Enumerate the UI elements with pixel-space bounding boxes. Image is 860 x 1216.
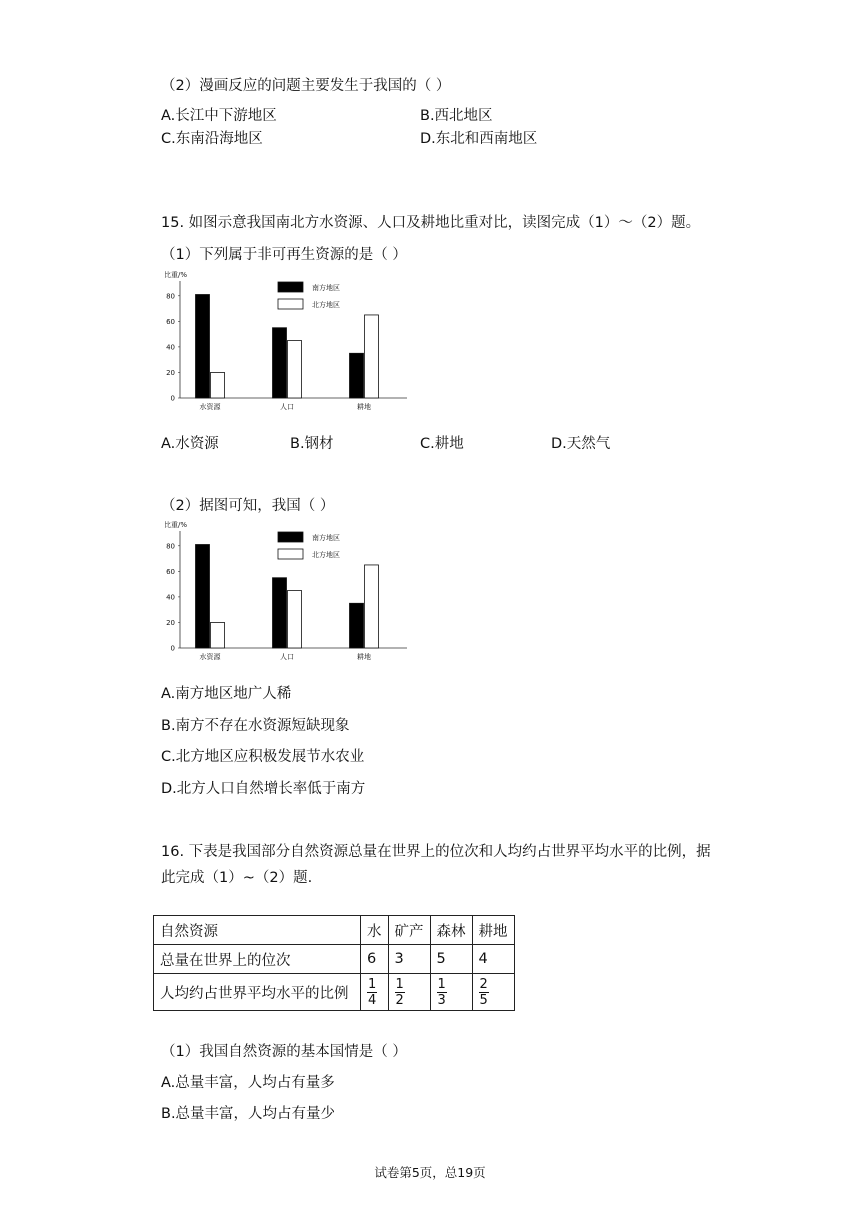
bar-chart-2-svg — [160, 518, 420, 668]
legend-swatch — [278, 549, 303, 559]
bar-south — [273, 328, 287, 398]
fraction — [479, 977, 489, 1008]
table-header-cell: 耕地 — [472, 916, 514, 945]
table-header-cell: 自然资源 — [154, 916, 361, 945]
resource-table — [153, 915, 515, 1011]
legend-swatch — [278, 532, 303, 542]
table-cell — [472, 974, 514, 1011]
q15-sub1-option-a: A.水资源 — [161, 436, 219, 452]
legend-label: 南方地区 — [312, 284, 340, 292]
table-row — [154, 945, 515, 974]
table-cell — [430, 974, 472, 1011]
q16-sub1-stem: （1）我国自然资源的基本国情是（ ） — [161, 1044, 407, 1060]
x-category-label: 水资源 — [199, 403, 221, 411]
table-cell: 4 — [472, 945, 514, 974]
y-tick-label: 60 — [166, 317, 175, 326]
y-tick-label: 0 — [170, 644, 175, 653]
bar-chart-1-svg — [160, 268, 420, 418]
bar-north — [365, 315, 379, 398]
fraction-numerator: 1 — [437, 976, 446, 992]
q15-sub1-option-c: C.耕地 — [420, 436, 464, 452]
bar-north — [288, 341, 302, 399]
fraction-denominator: 4 — [368, 992, 377, 1008]
q14-option-d: D.东北和西南地区 — [420, 131, 538, 147]
fraction — [437, 977, 447, 1008]
x-category-label: 水资源 — [199, 653, 221, 661]
legend-label: 北方地区 — [312, 301, 340, 309]
y-tick-label: 40 — [166, 343, 175, 352]
x-category-label: 耕地 — [357, 403, 371, 411]
table-row-label: 总量在世界上的位次 — [154, 945, 361, 974]
bar-chart-1 — [160, 268, 420, 418]
y-tick-label: 80 — [166, 292, 175, 301]
bar-south — [196, 545, 210, 649]
q15-sub2-option-d: D.北方人口自然增长率低于南方 — [161, 781, 366, 797]
bar-north — [211, 622, 225, 648]
fraction-numerator: 1 — [395, 976, 404, 992]
legend-label: 南方地区 — [312, 534, 340, 542]
q14-option-a: A.长江中下游地区 — [161, 108, 277, 124]
bar-south — [273, 578, 287, 648]
table-header-cell: 森林 — [430, 916, 472, 945]
q14-option-c: C.东南沿海地区 — [161, 131, 263, 147]
table-row-label: 人均约占世界平均水平的比例 — [154, 974, 361, 1011]
table-cell: 5 — [430, 945, 472, 974]
y-tick-label: 0 — [170, 394, 175, 403]
legend-swatch — [278, 282, 303, 292]
q15-sub1-stem: （1）下列属于非可再生资源的是（ ） — [161, 247, 407, 263]
q15-sub2-stem: （2）据图可知，我国（ ） — [161, 498, 335, 514]
y-axis-label: 比重/% — [164, 521, 188, 529]
x-category-label: 耕地 — [357, 653, 371, 661]
legend-label: 北方地区 — [312, 551, 340, 559]
bar-south — [196, 295, 210, 399]
x-category-label: 人口 — [280, 653, 294, 661]
q16-sub1-option-b: B.总量丰富，人均占有量少 — [161, 1106, 336, 1122]
q14-sub2-stem: （2）漫画反应的问题主要发生于我国的（ ） — [161, 78, 451, 94]
y-tick-label: 20 — [166, 368, 175, 377]
x-category-label: 人口 — [280, 403, 294, 411]
bar-south — [350, 353, 364, 398]
y-tick-label: 20 — [166, 618, 175, 627]
y-axis-label: 比重/% — [164, 271, 188, 279]
fraction-denominator: 5 — [479, 992, 488, 1008]
fraction-numerator: 1 — [368, 976, 377, 992]
q15-sub2-option-a: A.南方地区地广人稀 — [161, 686, 292, 702]
legend-swatch — [278, 299, 303, 309]
table-cell — [388, 974, 430, 1011]
fraction-denominator: 3 — [437, 992, 446, 1008]
y-tick-label: 60 — [166, 567, 175, 576]
bar-north — [211, 372, 225, 398]
table-row — [154, 974, 515, 1011]
q16-stem-line1: 16. 下表是我国部分自然资源总量在世界上的位次和人均约占世界平均水平的比例，据 — [161, 844, 711, 860]
table-cell: 6 — [361, 945, 389, 974]
q15-sub2-option-c: C.北方地区应积极发展节水农业 — [161, 749, 365, 765]
bar-north — [365, 565, 379, 648]
bar-south — [350, 603, 364, 648]
q15-sub2-option-b: B.南方不存在水资源短缺现象 — [161, 718, 350, 734]
fraction-denominator: 2 — [395, 992, 404, 1008]
y-tick-label: 40 — [166, 593, 175, 602]
fraction — [395, 977, 405, 1008]
q16-sub1-option-a: A.总量丰富，人均占有量多 — [161, 1075, 335, 1091]
bar-north — [288, 591, 302, 649]
q15-sub1-option-d: D.天然气 — [551, 436, 611, 452]
table-cell: 3 — [388, 945, 430, 974]
fraction-numerator: 2 — [479, 976, 488, 992]
table-cell — [361, 974, 389, 1011]
bar-chart-2 — [160, 518, 420, 668]
page-footer: 试卷第5页，总19页 — [374, 1165, 486, 1180]
q16-stem-line2: 此完成（1）~（2）题. — [161, 870, 313, 886]
fraction — [367, 977, 377, 1008]
q14-option-b: B.西北地区 — [420, 108, 493, 124]
table-header-cell: 水 — [361, 916, 389, 945]
q15-sub1-option-b: B.钢材 — [290, 436, 334, 452]
table-header-cell: 矿产 — [388, 916, 430, 945]
y-tick-label: 80 — [166, 542, 175, 551]
q15-stem: 15. 如图示意我国南北方水资源、人口及耕地比重对比，读图完成（1）～（2）题。 — [161, 215, 701, 231]
table-header-row — [154, 916, 515, 945]
